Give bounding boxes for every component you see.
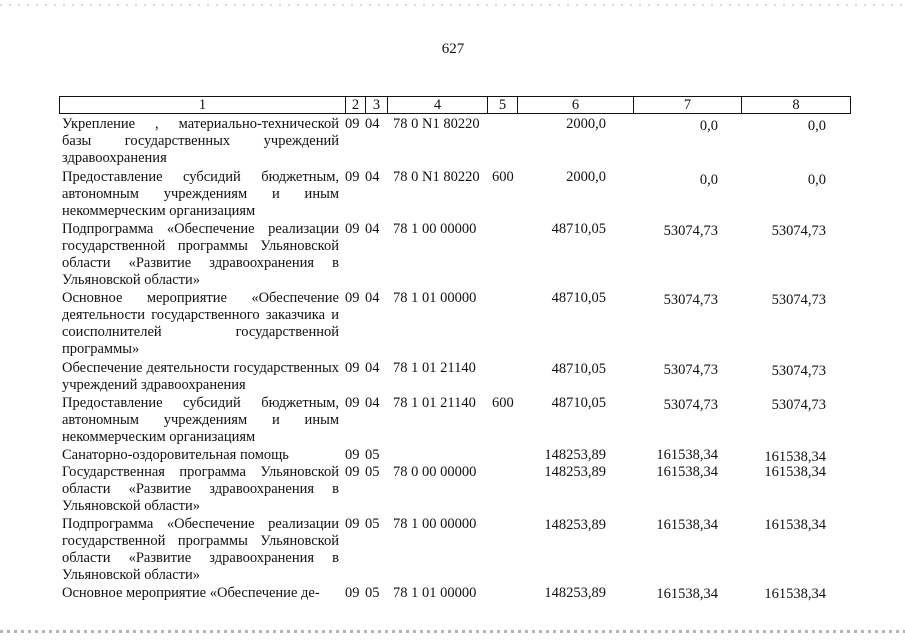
row-amount-col8: 161538,34 xyxy=(764,517,826,533)
row-subsection: 04 xyxy=(365,116,380,132)
row-description: Укрепление , материально-технической базы государственных учреждений здравоохранения xyxy=(62,116,339,166)
row-section: 09 xyxy=(345,395,360,411)
row-amount-col7: 53074,73 xyxy=(663,397,718,413)
row-description: Основное мероприятие «Обеспечение де- xyxy=(62,585,320,601)
row-amount-col6: 48710,05 xyxy=(551,290,606,306)
row-target-code: 78 1 01 21140 xyxy=(393,395,476,411)
row-subsection: 05 xyxy=(365,585,380,601)
row-section: 09 xyxy=(345,116,360,132)
row-amount-col7: 161538,34 xyxy=(656,464,718,480)
row-description: Предоставление субсидий бюджетным, автономным учреждениям и иным некоммерческим организациям xyxy=(62,169,339,219)
table-header xyxy=(59,96,851,114)
row-subsection: 05 xyxy=(365,447,380,463)
row-amount-col6: 2000,0 xyxy=(566,116,606,132)
header-col-7: 7 xyxy=(633,97,741,113)
row-description: Государственная программа Ульяновской области «Развитие здравоохранения в Ульяновской области» xyxy=(62,464,339,514)
row-amount-col7: 161538,34 xyxy=(656,517,718,533)
header-col-8: 8 xyxy=(741,97,850,113)
row-subsection: 05 xyxy=(365,516,380,532)
row-description: Предоставление субсидий бюджетным, автономным учреждениям и иным некоммерческим организациям xyxy=(62,395,339,445)
row-amount-col8: 161538,34 xyxy=(764,449,826,465)
row-description: Подпрограмма «Обеспечение реализации государственной программы Ульяновской области «Развитие здравоохранения в Ульяновской области» xyxy=(62,516,339,583)
row-section: 09 xyxy=(345,447,360,463)
row-amount-col6: 48710,05 xyxy=(551,221,606,237)
row-subsection: 04 xyxy=(365,169,380,185)
row-amount-col6: 148253,89 xyxy=(544,464,606,480)
row-amount-col6: 148253,89 xyxy=(544,447,606,463)
header-col-5: 5 xyxy=(487,97,517,113)
row-amount-col8: 0,0 xyxy=(807,172,826,188)
row-target-code: 78 0 N1 80220 xyxy=(393,116,480,132)
header-col-2: 2 xyxy=(345,97,365,113)
row-target-code: 78 1 00 00000 xyxy=(393,221,477,237)
row-target-code: 78 1 01 00000 xyxy=(393,585,477,601)
row-description: Подпрограмма «Обеспечение реализации государственной программы Ульяновской области «Развитие здравоохранения в Ульяновской области» xyxy=(62,221,339,288)
row-amount-col8: 161538,34 xyxy=(764,586,826,602)
row-section: 09 xyxy=(345,516,360,532)
row-amount-col8: 0,0 xyxy=(807,118,826,134)
row-amount-col7: 53074,73 xyxy=(663,292,718,308)
row-section: 09 xyxy=(345,585,360,601)
row-subsection: 05 xyxy=(365,464,380,480)
row-expense-type: 600 xyxy=(492,169,514,185)
row-amount-col7: 161538,34 xyxy=(656,447,718,463)
header-col-4: 4 xyxy=(387,97,487,113)
header-col-6: 6 xyxy=(517,97,633,113)
header-col-3: 3 xyxy=(365,97,387,113)
row-section: 09 xyxy=(345,221,360,237)
row-amount-col7: 53074,73 xyxy=(663,223,718,239)
row-section: 09 xyxy=(345,290,360,306)
row-target-code: 78 1 01 00000 xyxy=(393,290,477,306)
row-amount-col7: 161538,34 xyxy=(656,586,718,602)
row-amount-col7: 0,0 xyxy=(699,172,718,188)
row-description: Основное мероприятие «Обеспечение деятельности государственного заказчика и соисполнителей государственной программы» xyxy=(62,290,339,357)
scan-edge-bottom xyxy=(0,630,905,633)
row-subsection: 04 xyxy=(365,395,380,411)
row-target-code: 78 1 00 00000 xyxy=(393,516,477,532)
row-target-code: 78 1 01 21140 xyxy=(393,360,476,376)
row-amount-col8: 53074,73 xyxy=(771,397,826,413)
scan-edge-top xyxy=(0,4,905,6)
row-target-code: 78 0 N1 80220 xyxy=(393,169,480,185)
header-col-1: 1 xyxy=(198,97,207,113)
row-amount-col6: 148253,89 xyxy=(544,517,606,533)
row-section: 09 xyxy=(345,169,360,185)
row-amount-col7: 53074,73 xyxy=(663,362,718,378)
row-amount-col6: 48710,05 xyxy=(551,395,606,411)
row-subsection: 04 xyxy=(365,360,380,376)
page-number: 627 xyxy=(441,41,465,57)
row-description: Обеспечение деятельности государственных учреждений здравоохранения xyxy=(62,360,339,393)
row-target-code: 78 0 00 00000 xyxy=(393,464,477,480)
row-amount-col8: 53074,73 xyxy=(771,223,826,239)
row-section: 09 xyxy=(345,360,360,376)
row-expense-type: 600 xyxy=(492,395,514,411)
row-amount-col8: 53074,73 xyxy=(771,363,826,379)
row-description: Санаторно-оздоровительная помощь xyxy=(62,447,289,463)
row-amount-col6: 48710,05 xyxy=(551,361,606,377)
row-amount-col6: 148253,89 xyxy=(544,585,606,601)
row-amount-col6: 2000,0 xyxy=(566,169,606,185)
row-section: 09 xyxy=(345,464,360,480)
row-amount-col8: 53074,73 xyxy=(771,292,826,308)
row-amount-col8: 161538,34 xyxy=(764,464,826,480)
row-amount-col7: 0,0 xyxy=(699,118,718,134)
row-subsection: 04 xyxy=(365,221,380,237)
row-subsection: 04 xyxy=(365,290,380,306)
